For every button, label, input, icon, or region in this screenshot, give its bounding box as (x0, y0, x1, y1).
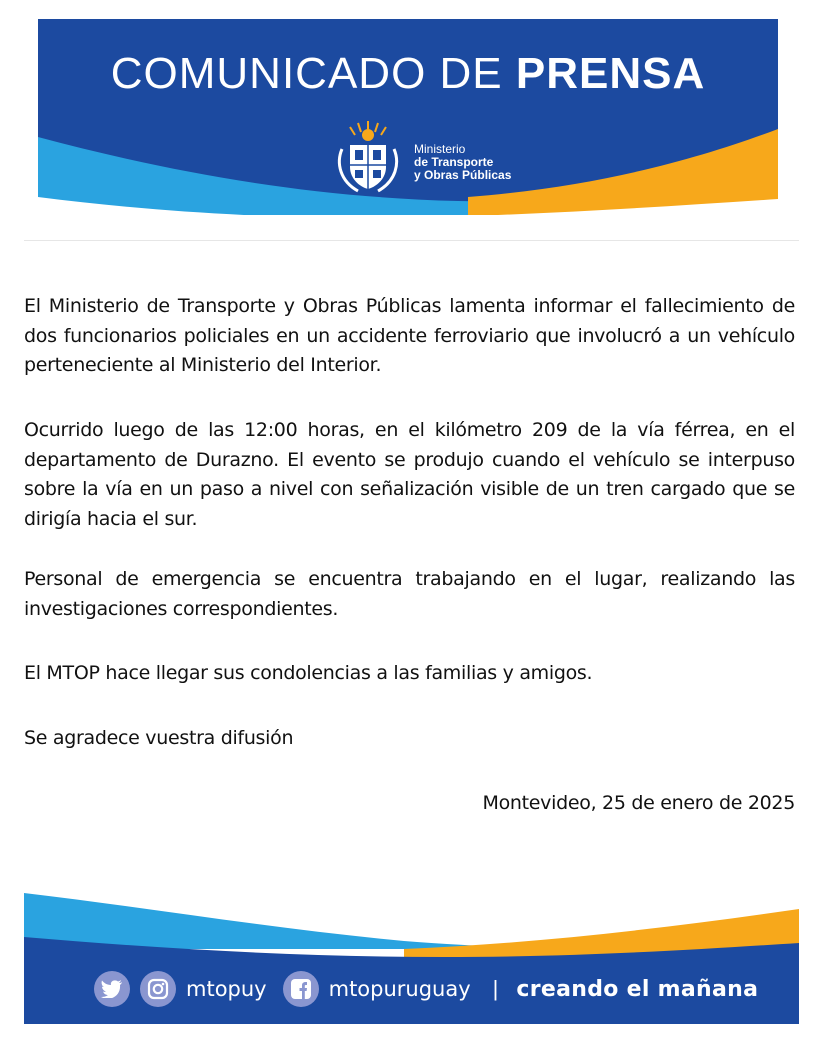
twitter-icon[interactable] (94, 971, 130, 1007)
facebook-glyph (290, 978, 312, 1000)
paragraph-1: El Ministerio de Transporte y Obras Públicas lamenta informar el fallecimiento de dos funcionarios policiales en un accidente ferroviario que involucró a un vehículo perteneciente al Ministerio del Interior. (24, 295, 795, 376)
ministry-line3: y Obras Públicas (414, 168, 512, 182)
paragraph-3: Personal de emergencia se encuentra trabajando en el lugar, realizando las investigaciones correspondientes. (24, 568, 795, 620)
footer-banner (24, 887, 799, 1024)
social-bar (94, 969, 758, 1009)
instagram-glyph (147, 978, 169, 1000)
ministry-name (414, 143, 511, 182)
paragraph-5: Se agradece vuestra difusión (24, 727, 294, 749)
dateline: Montevideo, 25 de enero de 2025 (482, 792, 795, 814)
facebook-icon[interactable] (283, 971, 319, 1007)
ministry-line1: Ministerio (414, 142, 466, 156)
ministry-line2: de Transporte (414, 155, 494, 169)
footer-separator: | (492, 976, 499, 1001)
instagram-handle[interactable]: mtopuy (186, 977, 267, 1001)
footer-slogan: creando el mañana (516, 976, 759, 1002)
title-light: COMUNICADO DE (110, 49, 516, 98)
twitter-bird-glyph (101, 980, 123, 998)
instagram-icon[interactable] (140, 971, 176, 1007)
paragraph-2: Ocurrido luego de las 12:00 horas, en el kilómetro 209 de la vía férrea, en el departamento de Durazno. El evento se produjo cuando el vehículo se interpuso sobre la vía en un paso a nivel con señalización visible de un tren cargado que se dirigía hacia el sur. (24, 419, 795, 530)
paragraph-4: El MTOP hace llegar sus condolencias a las familias y amigos. (24, 662, 593, 684)
title-bold: PRENSA (515, 49, 706, 98)
uruguay-coat-of-arms-icon (328, 119, 408, 199)
page-title (38, 49, 778, 99)
facebook-handle[interactable]: mtopuruguay (328, 977, 471, 1001)
header-divider (24, 240, 799, 241)
press-release-header-banner (38, 19, 778, 215)
ministry-logo (328, 119, 548, 199)
